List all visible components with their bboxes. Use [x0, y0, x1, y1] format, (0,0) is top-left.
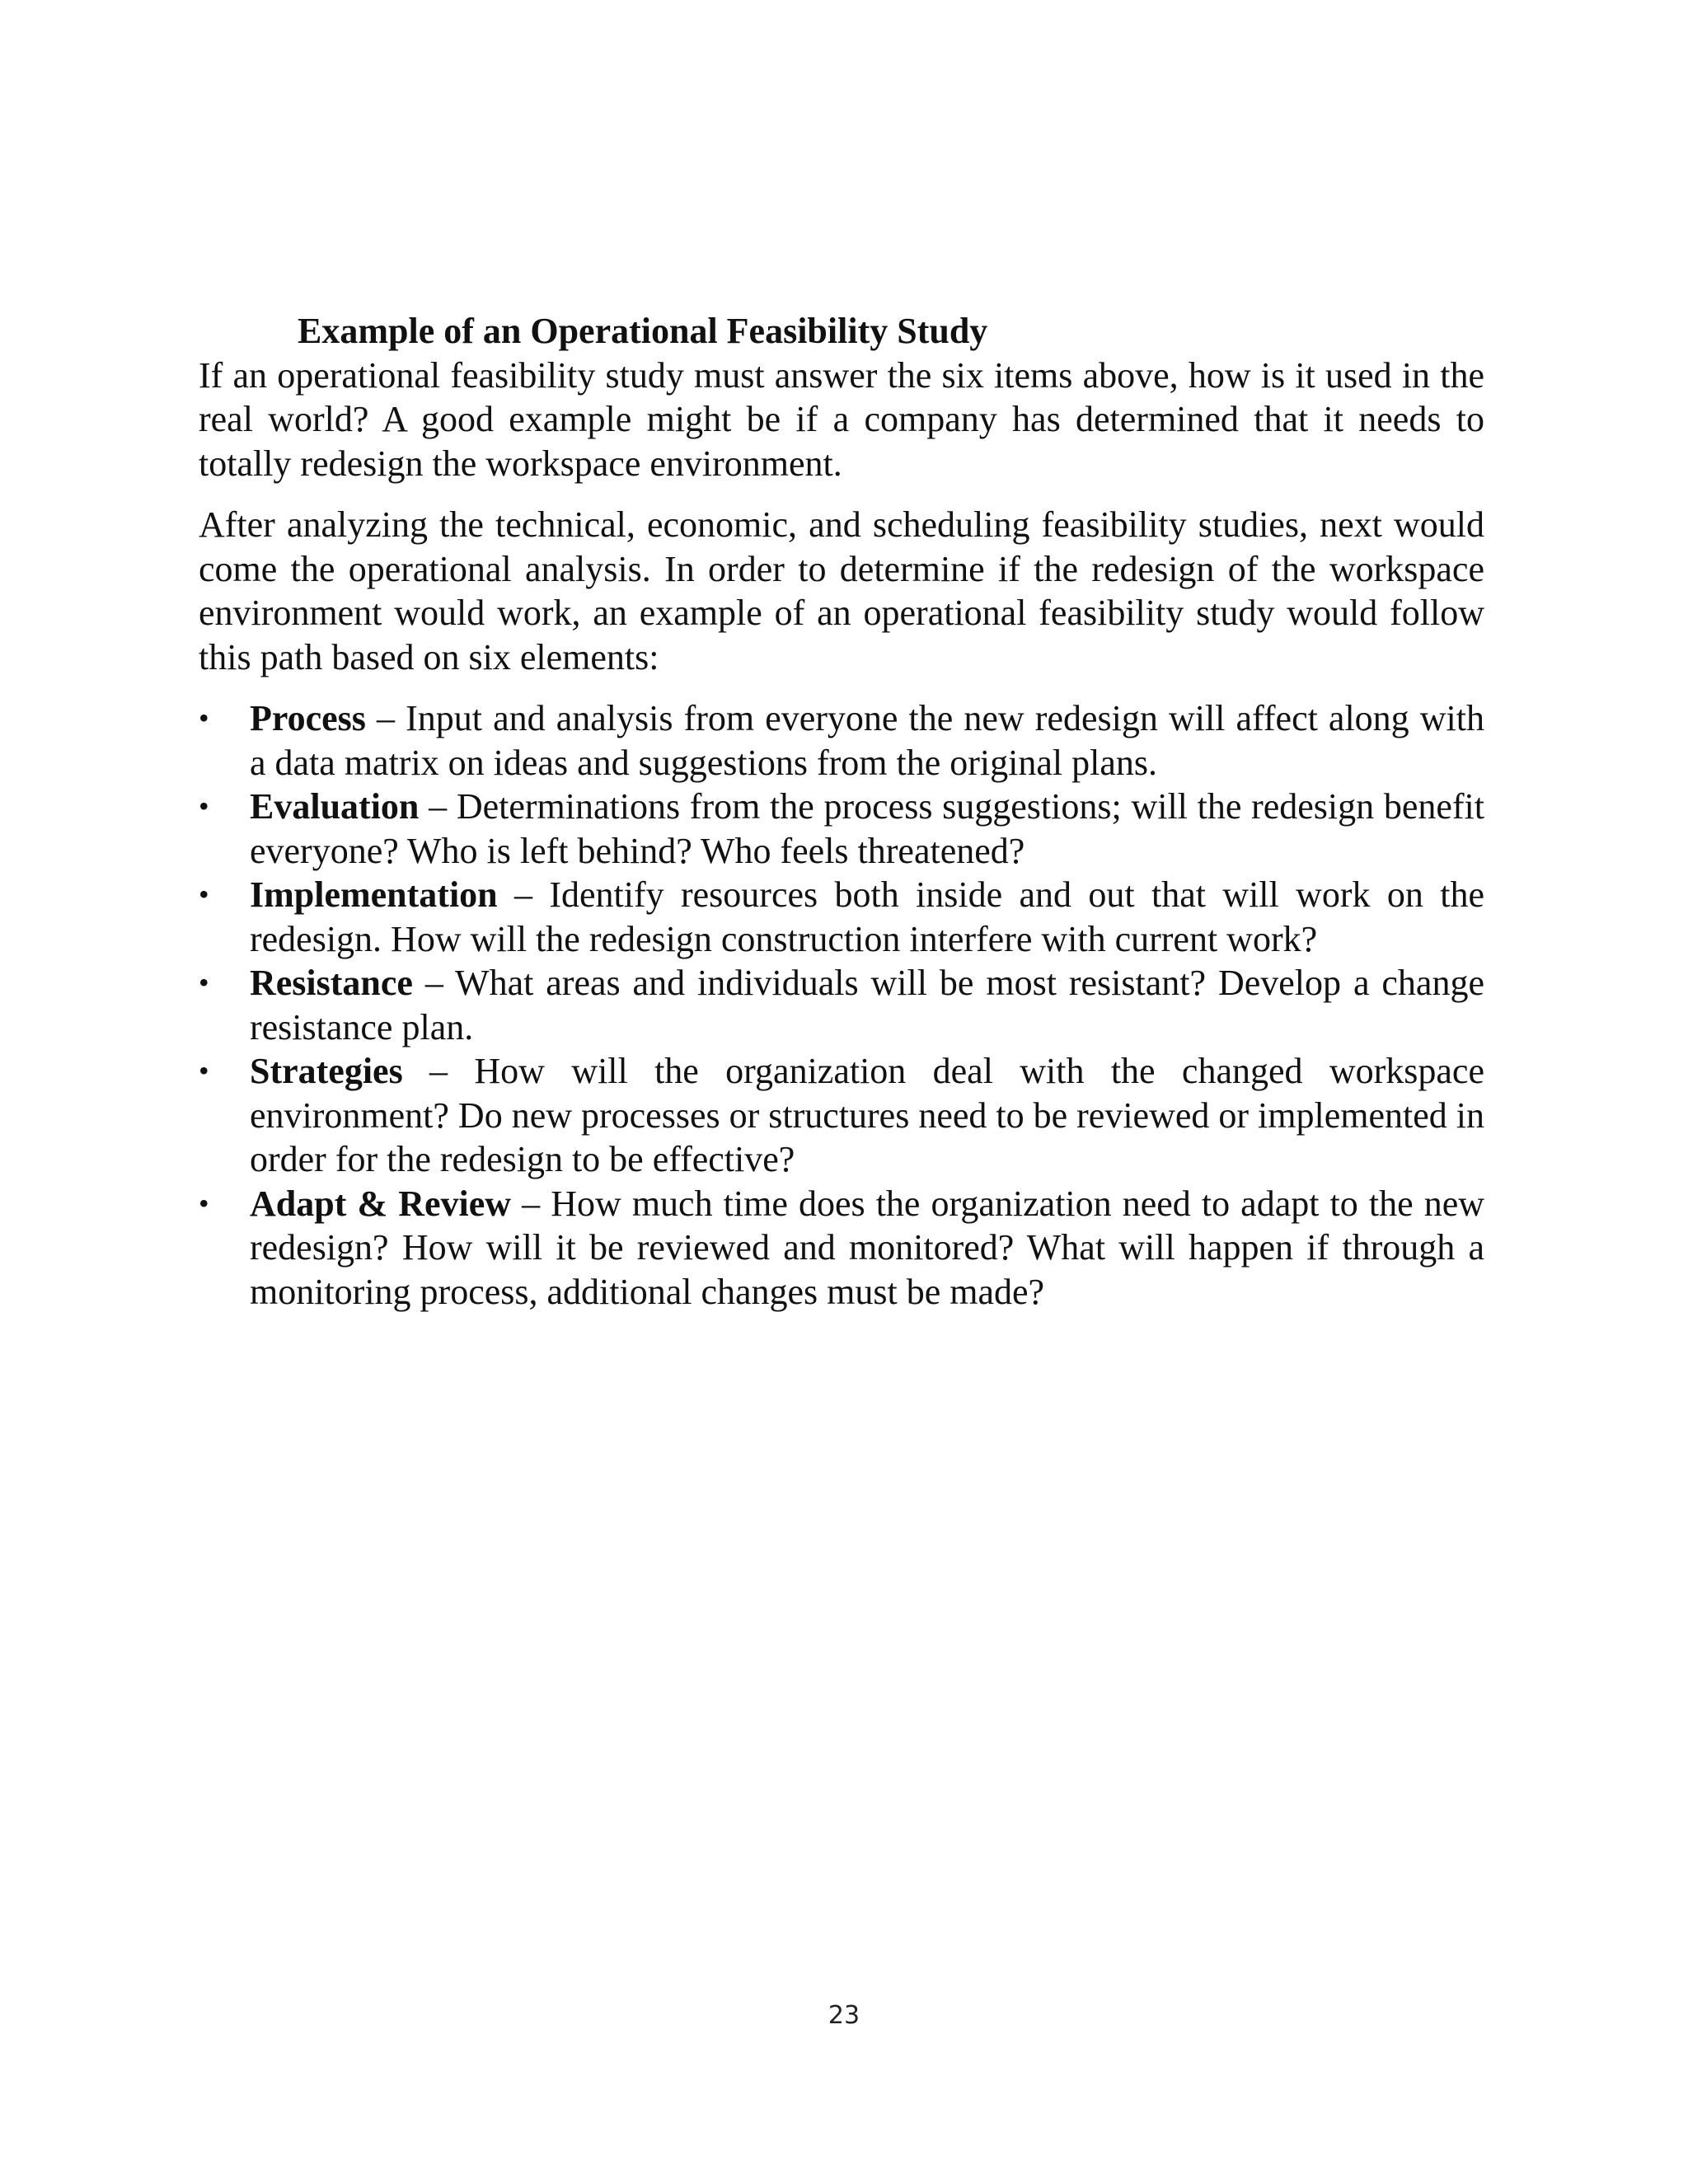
list-item-resistance — [199, 961, 1484, 1049]
list-item-text: – Identify resources both inside and out that will work on the redesign. How will the redesign construction interfere with current work? — [250, 874, 1484, 959]
list-item-term: Process — [250, 698, 366, 738]
list-item-implementation — [199, 873, 1484, 961]
list-item-process — [199, 696, 1484, 785]
list-item-term: Adapt & Review — [250, 1183, 512, 1224]
list-item-adapt-review — [199, 1182, 1484, 1315]
bullet-icon: • — [199, 1186, 209, 1220]
list-item-term: Resistance — [250, 963, 413, 1003]
list-item-term: Evaluation — [250, 786, 420, 827]
list-item-evaluation — [199, 785, 1484, 873]
elements-list — [199, 696, 1484, 1314]
list-item-strategies — [199, 1049, 1484, 1182]
intro-paragraph: If an operational feasibility study must answer the six items above, how is it used in the real world? A good example might be if a company has determined that it needs to totally redesign the workspace environment. — [199, 354, 1484, 484]
bullet-icon: • — [199, 966, 209, 999]
list-item-text: – How much time does the organization need to adapt to the new redesign? How will it be reviewed and monitored? What will happen if through a monitoring process, additional changes must be made? — [250, 1183, 1484, 1312]
list-item-text: – What areas and individuals will be most resistant? Develop a change resistance plan. — [250, 963, 1484, 1047]
list-item-term: Implementation — [250, 874, 498, 915]
list-item-text: – Determinations from the process suggestions; will the redesign benefit everyone? Who is left behind? Who feels threatened? — [250, 786, 1484, 871]
section-heading: Example of an Operational Feasibility Study — [298, 311, 988, 351]
bullet-icon: • — [199, 701, 209, 734]
bullet-icon: • — [199, 878, 209, 911]
document-body — [199, 309, 1484, 1314]
list-item-text: – Input and analysis from everyone the new redesign will affect along with a data matrix on ideas and suggestions from the original plans. — [250, 698, 1484, 783]
page-number: 23 — [828, 2001, 860, 2030]
bullet-icon: • — [199, 790, 209, 823]
bullet-icon: • — [199, 1054, 209, 1087]
list-item-text: – How will the organization deal with the changed workspace environment? Do new processes or structures need to be reviewed or implemented in order for the redesign to be effective? — [250, 1051, 1484, 1179]
list-item-term: Strategies — [250, 1051, 403, 1091]
analysis-paragraph: After analyzing the technical, economic, and scheduling feasibility studies, next would come the operational analysis. In order to determine if the redesign of the workspace environment would work, an example of an operational feasibility study would follow this path based on six elements: — [199, 504, 1484, 677]
